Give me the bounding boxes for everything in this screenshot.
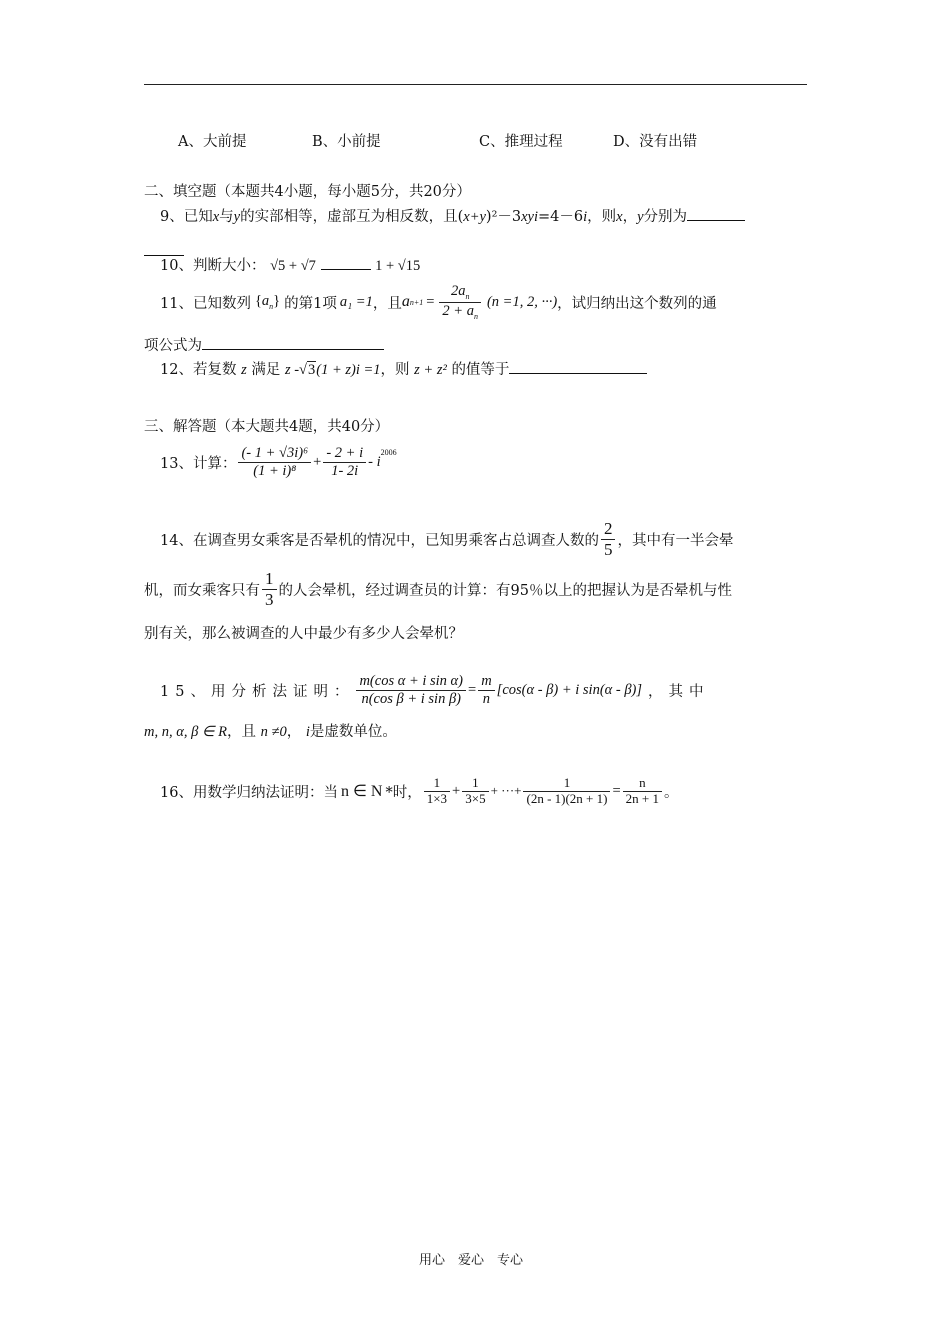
question-14-line2 <box>144 564 732 614</box>
q16-t2-den: 3×5 <box>465 790 486 806</box>
q9-var: xyi <box>521 209 539 225</box>
option-b: B、小前提 <box>312 134 381 150</box>
option-d: D、没有出错 <box>613 134 698 150</box>
q9-text: =4－6 <box>538 209 584 225</box>
q13-minus-i: - i <box>368 453 381 470</box>
q12-label: 12、若复数 <box>160 362 237 378</box>
q11-den: 2 + a <box>442 302 474 319</box>
q11-den-sub: n <box>473 311 478 321</box>
q10-left-expr: √5 + √7 <box>270 258 316 274</box>
answer-blank <box>321 268 371 270</box>
q13-fraction-1 <box>238 445 311 479</box>
q14-text: 14、在调查男女乘客是否晕机的情况中，已知男乘客占总调查人数的 <box>160 532 599 549</box>
q16-result <box>623 776 662 807</box>
q9-text: ， <box>622 209 638 225</box>
q14-fraction-2 <box>262 569 277 609</box>
q12-expr: z - <box>284 362 300 378</box>
q12-var: z <box>241 362 247 378</box>
q15-label: 15、用分析法证明： <box>160 683 355 700</box>
plus-sign: + <box>313 453 322 470</box>
q16-t2-num: 1 <box>462 776 488 792</box>
q11-sequence: $\{a_n\}$ <box>254 293 281 311</box>
q9-text: )²－3 <box>485 209 522 225</box>
q13-label: 13、计算： <box>160 455 237 472</box>
q11-line2 <box>144 334 384 355</box>
page-footer: 用心 爱心 专心 <box>419 1253 524 1268</box>
q14-f2-num: 1 <box>262 569 277 590</box>
plus-sign: + <box>452 782 461 799</box>
q11-seq-symbol: a <box>261 293 270 310</box>
q16-term-1 <box>424 776 450 807</box>
q16-dots: + ···+ <box>490 783 522 798</box>
q12-text: 满足 <box>251 362 281 378</box>
q9-text: 与 <box>219 209 234 225</box>
q14-fraction-1 <box>601 519 616 559</box>
question-15-line1 <box>160 664 710 716</box>
equals-sign: = <box>426 293 435 310</box>
q9-var: y <box>637 209 644 225</box>
q15-fraction <box>356 673 466 707</box>
q15-m: m <box>478 673 494 691</box>
q9-var: x <box>212 209 220 225</box>
q15-i: i <box>305 724 310 740</box>
q11-fraction <box>439 283 481 320</box>
question-12: 12、若复数 z 满足 z -√3(1 + z)i =1，则 z + z² 的值等于 <box>160 358 647 379</box>
q11-lhs: a <box>401 293 410 310</box>
q16-text: *时， <box>385 784 422 801</box>
q9-text: 9、已知 <box>160 209 213 225</box>
q14-text: 的人会晕机，经过调查员的计算：有95％以上的把握认为是否晕机与性 <box>278 582 732 599</box>
q13-f2-num: - 2 + i <box>323 445 366 463</box>
q11-num: 2a <box>450 283 466 300</box>
answer-blank <box>202 348 384 350</box>
q11-text: 的第1项 <box>284 295 337 312</box>
q11-num-sub: n <box>465 292 470 302</box>
question-9 <box>160 205 745 226</box>
q12-text: 的值等于 <box>451 362 510 378</box>
q9-text: 的实部相等，虚部互为相反数，且( <box>240 209 464 225</box>
q12-text: ，则 <box>380 362 410 378</box>
q15-num: m(cos α + i sin α) <box>356 673 466 691</box>
q14-text: ，其中有一半会晕 <box>617 532 734 549</box>
q13-exponent: 2006 <box>380 448 397 457</box>
q15-n: n <box>482 690 491 707</box>
answer-blank <box>687 219 745 221</box>
section3-heading: 三、解答题（本大题共4题，共40分） <box>144 419 390 435</box>
q11-lhs-sub: n+1 <box>409 297 424 307</box>
q16-t3-num: 1 <box>523 776 610 792</box>
q12-sqrt-arg: 3 <box>308 362 316 378</box>
q13-f2-den: 1- 2i <box>331 462 359 479</box>
q16-term-2 <box>462 776 488 807</box>
equals-sign: = <box>612 782 621 799</box>
q14-text: 机，而女乘客只有 <box>144 582 260 599</box>
q16-r-den: 2n + 1 <box>625 790 659 806</box>
q13-f1-num: (- 1 + √3i)⁶ <box>238 445 311 463</box>
q16-t1-num: 1 <box>424 776 450 792</box>
q13-fraction-2 <box>323 445 366 479</box>
q12-expr: z + z² <box>414 362 447 378</box>
q11-condition: (n =1, 2, ···) <box>486 293 558 310</box>
option-c: C、推理过程 <box>479 134 563 150</box>
answer-blank <box>509 372 647 374</box>
q11-label: 11、已知数列 <box>160 295 251 312</box>
q14-f1-num: 2 <box>601 519 616 540</box>
question-14-line1 <box>160 514 733 564</box>
header-rule <box>144 84 807 85</box>
question-15-line2 <box>144 720 397 741</box>
q9-var: x <box>616 209 623 225</box>
q16-condition: n ∈ N <box>340 783 383 800</box>
option-a: A、大前提 <box>178 134 247 150</box>
q10-label: 10、判断大小： <box>160 258 266 274</box>
question-10 <box>160 254 420 275</box>
q14-f2-den: 3 <box>265 589 274 609</box>
q16-label: 16、用数学归纳法证明：当 <box>160 784 338 801</box>
q15-text: ，且 <box>227 724 257 740</box>
q15-rhs: [cos(α - β) + i sin(α - β)] <box>496 681 643 698</box>
q16-t3-den: (2n - 1)(2n + 1) <box>526 790 608 806</box>
q15-text: ，其中 <box>648 683 710 700</box>
q15-text: 是虚数单位。 <box>309 724 397 740</box>
q9-text: ，则 <box>587 209 617 225</box>
q9-var: x+y <box>463 209 486 225</box>
q12-expr: (1 + z)i =1 <box>316 362 381 378</box>
q15-vars: m, n, α, β ∈ R <box>144 724 228 740</box>
q9-var: i <box>583 209 588 225</box>
q15-ncond: n ≠0 <box>260 724 287 740</box>
q16-text: 。 <box>664 784 679 801</box>
q9-text: 分别为 <box>643 209 688 225</box>
q13-f1-den: (1 + i)⁸ <box>253 462 297 479</box>
q11-text: ，试归纳出这个数列的通 <box>557 295 717 312</box>
equals-sign: = <box>468 681 477 698</box>
question-16 <box>160 766 679 816</box>
q9-var: y <box>233 209 241 225</box>
q15-m-over-n <box>478 673 494 707</box>
q11-text: 项公式为 <box>144 338 202 354</box>
q11-first-term: a₁ =1 <box>339 293 373 310</box>
q15-text: ， <box>286 724 302 740</box>
q15-den: n(cos β + i sin β) <box>361 690 461 707</box>
section2-heading: 二、填空题（本题共4小题，每小题5分，共20分） <box>144 184 471 200</box>
q11-seq-sub: n <box>269 301 274 311</box>
q14-f1-den: 5 <box>603 539 613 559</box>
q11-text: ，且 <box>372 295 402 312</box>
question-13 <box>160 436 397 488</box>
question-11 <box>160 277 717 327</box>
q16-t1-den: 1×3 <box>426 790 448 806</box>
q16-r-num: n <box>623 776 662 792</box>
q16-term-n <box>523 776 610 807</box>
q10-right-expr: 1 + √15 <box>375 258 421 274</box>
question-14-line3: 别有关，那么被调查的人中最少有多少人会晕机？ <box>144 626 463 642</box>
